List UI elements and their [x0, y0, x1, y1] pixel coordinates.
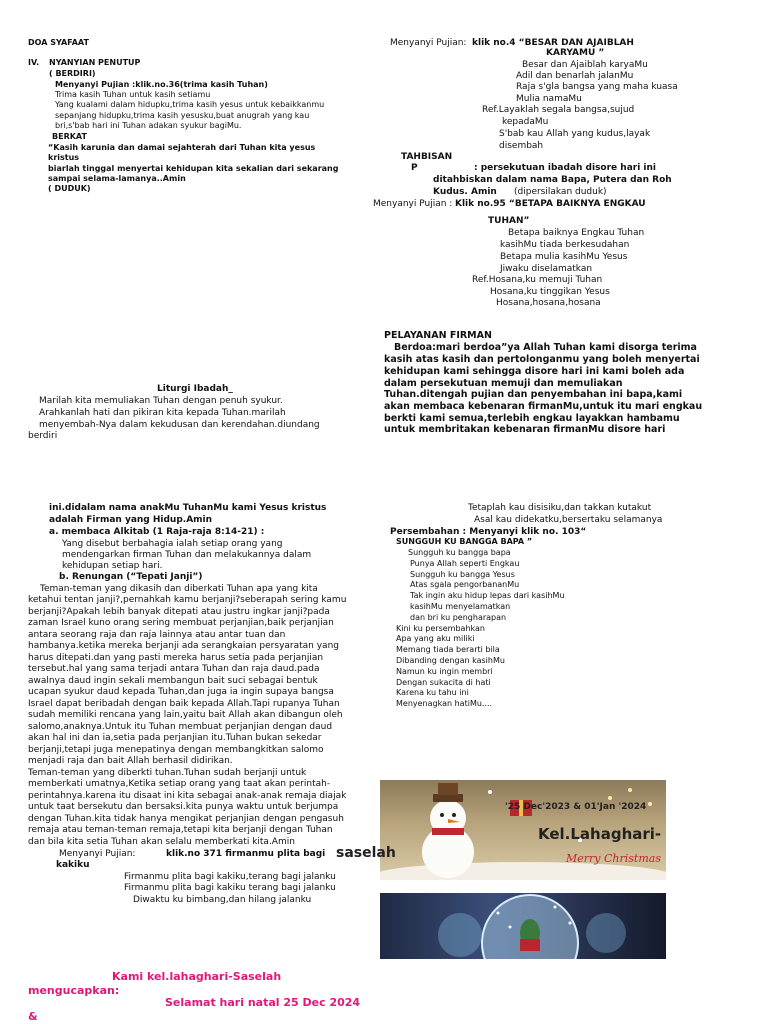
firmanmu-song-title-cont: kakiku: [56, 860, 90, 870]
greeting-mengucapkan: mengucapkan:: [28, 984, 120, 997]
renungan-line: sudah memiliki rencana yang lain,yaitu bait Allah akan dibangun oleh: [28, 710, 343, 720]
lyric-line: Mulia namaMu: [516, 94, 582, 104]
lyric-line: Diwaktu ku bimbang,dan hilang jalanku: [133, 895, 312, 905]
persembahan-lyric-line: Tak ingin aku hidup lepas dari kasihMu: [410, 591, 565, 601]
prayer-closing: ini.didalam nama anakMu TuhanMu kami Yesus kristus: [49, 503, 327, 513]
lyric-line: Betapa mulia kasihMu Yesus: [500, 252, 628, 262]
liturgy-line: Marilah kita memuliakan Tuhan dengan penuh syukur.: [39, 396, 283, 406]
persembahan-song-title: SUNGGUH KU BANGGA BAPA ”: [396, 537, 533, 546]
lyric-line: Raja s'gla bangsa yang maha kuasa: [516, 82, 678, 92]
lyric-line: kasihMu tiada berkesudahan: [500, 240, 630, 250]
persembahan-lyric-line: Menyenagkan hatiMu....: [396, 699, 493, 709]
renungan-line: Teman-teman yang diberkti tuhan.Tuhan sudah berjanji untuk: [28, 768, 307, 778]
bible-reading-line: kehidupan setiap hari.: [62, 561, 163, 571]
section-number: IV.: [28, 58, 40, 67]
lyric-line: Firmanmu plita bagi kakiku terang bagi jalanku: [124, 883, 336, 893]
opening-song-title-cont: KARYAMU ”: [546, 48, 605, 58]
renungan-line: salomo,anaknya.Untuk itu Tuhan membuat perjanjian dengan daud: [28, 722, 333, 732]
greeting-ampersand: &: [28, 1010, 38, 1023]
closing-song-reference: Menyanyi Pujian :klik.no.36(trima kasih Tuhan): [55, 80, 268, 89]
renungan-line: dengan Tuhan.kita tidak hanya mengikat perjanjian dengan pengasuh: [28, 814, 344, 824]
renungan-line: ketahui tentan janji?,pernahkah kamu berjanji?seberapah sering kamu: [28, 595, 347, 605]
renungan-line: remaja atau teman-teman remaja,tetapi kita berjanji dengan Tuhan: [28, 825, 333, 835]
stand-instruction: ( BERDIRI): [49, 69, 96, 78]
persembahan-lyric-line: Namun ku ingin membri: [396, 666, 493, 676]
lyric-line: Asal kau didekatku,bersertaku selamanya: [474, 515, 663, 525]
renungan-line: hambanya.ketika mereka berjanji ada serangkaian persyaratan yang: [28, 641, 339, 651]
lyric-line: Yang kualami dalam hidupku,trima kasih yesus untuk kebaikkanmu: [55, 100, 325, 109]
persembahan-lyric-line: Dengan sukacita di hati: [396, 677, 491, 687]
lyric-line: Adil dan benarlah jalanMu: [516, 71, 634, 81]
renungan-line: zaman Israel kuno orang sering membuat perjanjian,baik perjanjian: [28, 618, 334, 628]
renungan-line: berjanji?Apakah lebih banyak ditepati atau justru ingkar janji?pada: [28, 607, 330, 617]
firmanmu-song-title: klik.no 371 firmanmu plita bagi: [166, 849, 326, 859]
lyric-line: Firmanmu plita bagi kakiku,terang bagi jalanku: [124, 872, 336, 882]
song-prefix: Menyanyi Pujian:: [390, 38, 467, 48]
blessing-line: kristus: [48, 153, 80, 162]
opening-song-title: klik no.4 “BESAR DAN AJAIBLAH: [472, 38, 634, 48]
prayer-line: dalam persekutuan memuji dan memuliakan: [384, 378, 623, 389]
liturgy-title: Liturgi Ibadah_: [157, 384, 233, 394]
photo-family-name-cont: saselah: [336, 845, 396, 861]
merry-christmas-script: Merry Christmas: [566, 852, 661, 865]
bible-reading-line: mendengarkan firman Tuhan dan melakukannya dalam: [62, 550, 312, 560]
bible-reading-line: Yang disebut berbahagia ialah setiap orang yang: [62, 539, 283, 549]
persembahan-lyric-line: Apa yang aku miliki: [396, 634, 475, 644]
renungan-line: tersebut.hal yang sama terjadi antara Tuhan dan raja daud.pada: [28, 664, 320, 674]
persembahan-lyric-line: Sungguh ku bangga bapa: [408, 548, 511, 557]
tahbisan-text: : persekutuan ibadah disore hari ini: [474, 163, 657, 173]
lyric-line: kepadaMu: [502, 117, 549, 127]
renungan-line: akan hal ini dan ia,setia pada perjanjian itu.Tuhan bukan sekedar: [28, 733, 322, 743]
sit-instruction: ( DUDUK): [48, 184, 91, 193]
lyric-line: Ref.Hosana,ku memuji Tuhan: [472, 275, 603, 285]
prayer-closing: adalah Firman yang Hidup.Amin: [49, 515, 213, 525]
renungan-line: menjadi raja dan bait Allah berhasil didirikan.: [28, 756, 233, 766]
tahbisan-text: ditahbiskan dalam nama Bapa, Putera dan Roh: [433, 175, 672, 185]
tahbisan-speaker: P: [411, 163, 418, 173]
prayer-line: kehidupan kami sehingga disore hari ini kami boleh ada: [384, 366, 685, 377]
renungan-line: perintahnya.karena itu disaat ini kita sebagai anak-anak remaja diajak: [28, 791, 347, 801]
prayer-line: berkti kami semua,terlebih engkau layakkan hambamu: [384, 413, 680, 424]
renungan-line: antara seorang raja dan raja lainnya atau antar tuan dan: [28, 630, 286, 640]
closing-song-heading: NYANYIAN PENUTUP: [49, 58, 141, 67]
lyric-line: bri,s'bab hari ini Tuhan adakan syukur bagiMu.: [55, 121, 242, 130]
tahbisan-heading: TAHBISAN: [401, 152, 453, 162]
doa-syafaat-heading: DOA SYAFAAT: [28, 38, 89, 47]
photo-family-name: Kel.Lahaghari-: [538, 825, 662, 843]
renungan-line: Teman-teman yang dikasih dan diberkati Tuhan apa yang kita: [40, 584, 318, 594]
lyric-line: Hosana,ku tinggikan Yesus: [490, 287, 610, 297]
lyric-line: Trima kasih Tuhan untuk kasih setiamu: [55, 90, 211, 99]
snow-globe-photo: [380, 893, 666, 959]
persembahan-lyric-line: Punya Allah seperti Engkau: [410, 558, 520, 568]
sit-note: (dipersilakan duduk): [514, 187, 607, 197]
lyric-line: Hosana,hosana,hosana: [496, 298, 601, 308]
snow-globe-illustration: [380, 893, 666, 959]
persembahan-lyric-line: Karena ku tahu ini: [396, 688, 469, 698]
renungan-line: dan bila kita setia Tuhan akan selalu memberkati kita.Amin: [28, 837, 295, 847]
christmas-photo: [380, 780, 666, 880]
song-prefix: Menyanyi Pujian:: [59, 849, 136, 859]
second-song-title-cont: TUHAN”: [488, 216, 530, 226]
lyric-line: Ref.Layaklah segala bangsa,sujud: [482, 105, 635, 115]
prayer-line: Berdoa:mari berdoa”ya Allah Tuhan kami disorga terima: [394, 342, 697, 353]
renungan-line: harus ditepati.dan yang pasti mereka harus setia pada perjanjian: [28, 653, 324, 663]
pelayanan-firman-heading: PELAYANAN FIRMAN: [384, 330, 492, 341]
greeting-christmas: Selamat hari natal 25 Dec 2024: [165, 996, 361, 1009]
prayer-line: untuk membritakan kebenaran firmanMu disore hari: [384, 424, 666, 435]
liturgy-line: menyembah-Nya dalam kekudusan dan kerendahan.diundang: [39, 420, 320, 430]
second-song-title: Klik no.95 “BETAPA BAIKNYA ENGKAU: [455, 199, 646, 209]
lyric-line: Besar dan Ajaiblah karyaMu: [522, 60, 648, 70]
renungan-line: Israel dapat beribadah dengan baik kepada Allah.Tapi rupanya Tuhan: [28, 699, 340, 709]
persembahan-heading: Persembahan : Menyanyi klik no. 103“: [390, 527, 587, 537]
blessing-heading: BERKAT: [52, 132, 87, 141]
persembahan-lyric-line: kasihMu menyelamatkan: [410, 602, 511, 611]
lyric-line: disembah: [499, 141, 544, 151]
renungan-line: berjanji,tetapi juga menepatinya dengan membangkitkan salomo: [28, 745, 324, 755]
renungan-line: memberkati umatnya,Ketika setiap orang yang taat akan perintah-: [28, 779, 331, 789]
renungan-line: ucapan syukur daud kepada Tuhan,dan juga ia ingin supaya bangsa: [28, 687, 334, 697]
blessing-line: “Kasih karunia dan damai sejahterah dari Tuhan kita yesus: [48, 143, 316, 152]
song-prefix: Menyanyi Pujian :: [373, 199, 453, 209]
tahbisan-text: Kudus. Amin: [433, 187, 497, 197]
persembahan-lyric-line: dan bri ku pengharapan: [410, 612, 507, 622]
prayer-line: akan membaca kebenaran firmanMu,untuk itu mari engkau: [384, 401, 703, 412]
prayer-line: Tuhan.ditengah pujian dan penyembahan ini bapa,kami: [384, 389, 683, 400]
greeting-family: Kami kel.lahaghari-Saselah: [112, 970, 282, 983]
lyric-line: Jiwaku diselamatkan: [500, 264, 593, 274]
persembahan-lyric-line: Memang tiada berarti bila: [396, 645, 500, 655]
liturgy-line: berdiri: [28, 431, 58, 441]
renungan-line: untuk taat bersekutu dan bersaksi.kita punya waktu untuk berjumpa: [28, 802, 339, 812]
prayer-line: kasih atas kasih dan pertolonganmu yang boleh menyertai: [384, 354, 700, 365]
renungan-line: awalnya daud ingin sekali membangun bait suci sebagai bentuk: [28, 676, 318, 686]
lyric-line: S'bab kau Allah yang kudus,layak: [499, 129, 651, 139]
persembahan-lyric-line: Kini ku persembahkan: [396, 623, 485, 633]
bible-reading-heading: a. membaca Alkitab (1 Raja-raja 8:14-21) :: [49, 527, 265, 537]
persembahan-lyric-line: Atas sgala pengorbananMu: [410, 580, 520, 590]
lyric-line: Betapa baiknya Engkau Tuhan: [508, 228, 645, 238]
photo-date-caption: '25 Dec'2023 & 01'Jan '2024: [505, 802, 647, 812]
blessing-line: biarlah tinggal menyertai kehidupan kita sekalian dari sekarang: [48, 164, 339, 173]
blessing-line: sampai selama-lamanya..Amin: [48, 174, 186, 183]
persembahan-lyric-line: Sungguh ku bangga Yesus: [410, 569, 515, 579]
lyric-line: Tetaplah kau disisiku,dan takkan kutakut: [468, 503, 652, 513]
renungan-heading: b. Renungan (“Tepati Janji”): [59, 572, 203, 582]
persembahan-lyric-line: Dibanding dengan kasihMu: [396, 656, 505, 665]
liturgy-line: Arahkanlah hati dan pikiran kita kepada Tuhan.marilah: [39, 408, 286, 418]
lyric-line: sepanjang hidupku,trima kasih yesusku,buat anugrah yang kau: [55, 111, 310, 120]
